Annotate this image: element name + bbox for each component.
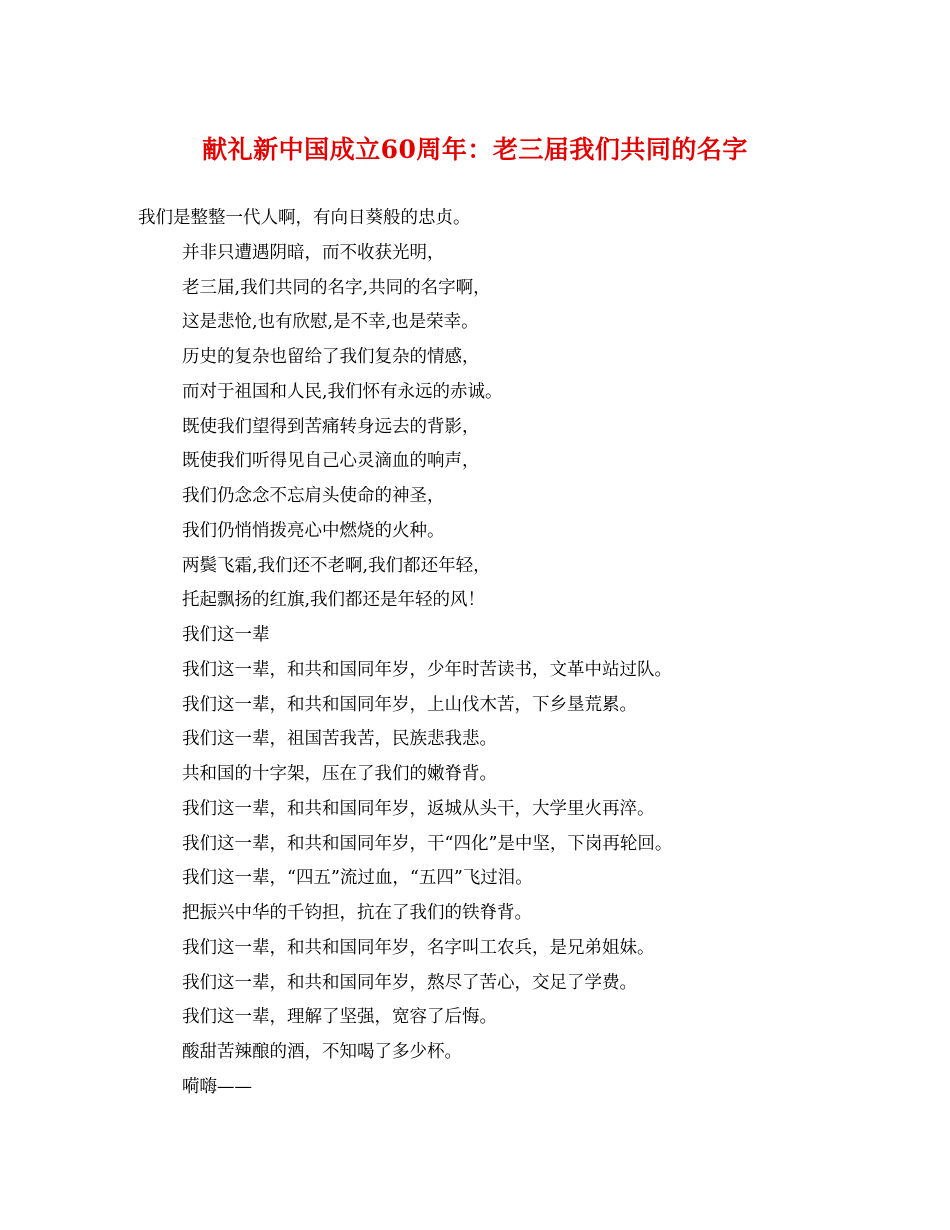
poem-line: 我们这一辈，和共和国同年岁，熬尽了苦心，交足了学费。 <box>182 972 637 993</box>
poem-line: 我们这一辈，“四五”流过血，“五四”飞过泪。 <box>182 868 533 889</box>
poem-line: 酸甜苦辣酿的酒，不知喝了多少杯。 <box>182 1042 462 1062</box>
poem-line: 我们这一辈，和共和国同年岁，返城从头干，大学里火再淬。 <box>182 798 655 819</box>
document-title: 献礼新中国成立60周年：老三届我们共同的名字 <box>202 135 748 164</box>
poem-line: 嗬嗨—— <box>182 1076 252 1097</box>
poem-line: 我们这一辈，理解了坚强，宽容了后悔。 <box>182 1007 497 1028</box>
poem-line: 我们这一辈，和共和国同年岁，上山伐木苦，下乡垦荒累。 <box>182 694 637 715</box>
poem-line: 把振兴中华的千钧担，抗在了我们的铁脊背。 <box>182 903 532 923</box>
poem-line: 我们这一辈，和共和国同年岁，少年时苦读书，文革中站过队。 <box>182 659 672 680</box>
poem-line: 我们这一辈，祖国苦我苦，民族悲我悲。 <box>182 729 497 750</box>
poem-line: 历史的复杂也留给了我们复杂的情感， <box>182 347 480 367</box>
poem-line: 这是悲怆,也有欣慰,是不幸,也是荣幸。 <box>182 312 479 333</box>
poem-line: 我们仍念念不忘肩头使命的神圣， <box>182 486 445 506</box>
poem-line: 共和国的十字架，压在了我们的嫩脊背。 <box>182 764 497 784</box>
poem-line: 托起飘扬的红旗,我们都还是年轻的风！ <box>182 590 486 611</box>
poem-line: 我们是整整一代人啊，有向日葵般的忠贞。 <box>138 208 471 228</box>
poem-line: 我们这一辈，和共和国同年岁，干“四化”是中坚，下岗再轮回。 <box>182 833 673 854</box>
poem-line: 并非只遭遇阴暗，而不收获光明， <box>182 242 445 263</box>
poem-line: 我们仍悄悄拨亮心中燃烧的火种。 <box>182 520 445 541</box>
poem-line: 我们这一辈，和共和国同年岁，名字叫工农兵，是兄弟姐妹。 <box>182 937 655 958</box>
poem-line: 两鬓飞霜,我们还不老啊,我们都还年轻， <box>182 555 491 576</box>
poem-line: 既使我们听得见自己心灵滴血的响声， <box>182 451 480 472</box>
poem-line: 既使我们望得到苦痛转身远去的背影， <box>182 416 480 437</box>
poem-line: 而对于祖国和人民,我们怀有永远的赤诚。 <box>182 381 503 402</box>
poem-line: 老三届,我们共同的名字,共同的名字啊， <box>182 277 491 298</box>
poem-line: 我们这一辈 <box>182 625 270 645</box>
